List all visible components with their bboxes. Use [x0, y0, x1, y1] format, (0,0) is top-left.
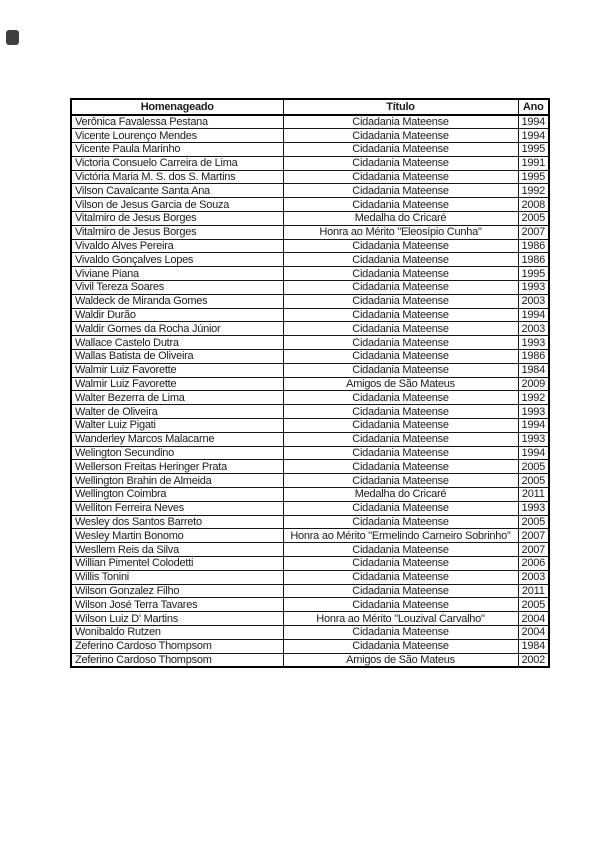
- table-row: [71, 625, 549, 639]
- table-row: [71, 515, 549, 529]
- honoree-name-cell: Waldeck de Miranda Gomes: [71, 294, 283, 308]
- table-row: [71, 253, 549, 267]
- honoree-name-cell: Wonibaldo Rutzen: [71, 625, 283, 639]
- title-cell: Cidadania Mateense: [283, 391, 518, 405]
- header-cell-ano: Ano: [518, 99, 549, 115]
- year-cell: 1986: [518, 239, 549, 253]
- year-cell: 1994: [518, 129, 549, 143]
- honoree-name-cell: Wesley Martin Bonomo: [71, 529, 283, 543]
- table-row: [71, 446, 549, 460]
- year-cell: 2004: [518, 625, 549, 639]
- year-cell: 1993: [518, 405, 549, 419]
- honoree-name-cell: Vilson de Jesus Garcia de Souza: [71, 198, 283, 212]
- title-cell: Medalha do Cricaré: [283, 212, 518, 226]
- table-row: [71, 405, 549, 419]
- year-cell: 1993: [518, 336, 549, 350]
- honoree-name-cell: Zeferino Cardoso Thompsom: [71, 639, 283, 653]
- title-cell: Cidadania Mateense: [283, 253, 518, 267]
- table-row: [71, 281, 549, 295]
- honoree-name-cell: Viviane Piana: [71, 267, 283, 281]
- table-row: [71, 419, 549, 433]
- table-row: [71, 198, 549, 212]
- year-cell: 2011: [518, 584, 549, 598]
- table-row: [71, 170, 549, 184]
- table-row: [71, 143, 549, 157]
- honoree-name-cell: Wilson Luiz D' Martins: [71, 612, 283, 626]
- title-cell: Cidadania Mateense: [283, 308, 518, 322]
- table-row: [71, 584, 549, 598]
- year-cell: 2009: [518, 377, 549, 391]
- title-cell: Cidadania Mateense: [283, 156, 518, 170]
- title-cell: Cidadania Mateense: [283, 267, 518, 281]
- table-row: [71, 184, 549, 198]
- title-cell: Cidadania Mateense: [283, 474, 518, 488]
- table-row: [71, 322, 549, 336]
- year-cell: 1995: [518, 170, 549, 184]
- table-row: [71, 350, 549, 364]
- honoree-name-cell: Vivil Tereza Soares: [71, 281, 283, 295]
- year-cell: 1994: [518, 419, 549, 433]
- table-row: [71, 156, 549, 170]
- table-row: [71, 653, 549, 667]
- title-cell: Cidadania Mateense: [283, 281, 518, 295]
- honoree-name-cell: Vivaldo Alves Pereira: [71, 239, 283, 253]
- table-row: [71, 308, 549, 322]
- year-cell: 2004: [518, 612, 549, 626]
- year-cell: 1984: [518, 639, 549, 653]
- year-cell: 1993: [518, 432, 549, 446]
- table-row: [71, 129, 549, 143]
- header-cell-homenageado: Homenageado: [71, 99, 283, 115]
- honoree-name-cell: Walmir Luiz Favorette: [71, 377, 283, 391]
- honoree-name-cell: Wallace Castelo Dutra: [71, 336, 283, 350]
- title-cell: Cidadania Mateense: [283, 432, 518, 446]
- title-cell: Cidadania Mateense: [283, 184, 518, 198]
- table-row: [71, 336, 549, 350]
- title-cell: Cidadania Mateense: [283, 322, 518, 336]
- scan-artifact-mark: [6, 30, 19, 45]
- honoree-name-cell: Victória Maria M. S. dos S. Martins: [71, 170, 283, 184]
- table-row: [71, 598, 549, 612]
- honoree-name-cell: Wesllem Reis da Silva: [71, 543, 283, 557]
- honoree-name-cell: Walter Bezerra de Lima: [71, 391, 283, 405]
- title-cell: Cidadania Mateense: [283, 515, 518, 529]
- title-cell: Cidadania Mateense: [283, 405, 518, 419]
- year-cell: 2005: [518, 460, 549, 474]
- title-cell: Cidadania Mateense: [283, 446, 518, 460]
- honoree-name-cell: Vitalmiro de Jesus Borges: [71, 225, 283, 239]
- table-row: [71, 501, 549, 515]
- title-cell: Cidadania Mateense: [283, 639, 518, 653]
- year-cell: 2007: [518, 529, 549, 543]
- table-row: [71, 267, 549, 281]
- honoree-name-cell: Verônica Favalessa Pestana: [71, 115, 283, 129]
- title-cell: Amigos de São Mateus: [283, 653, 518, 667]
- year-cell: 1994: [518, 446, 549, 460]
- title-cell: Cidadania Mateense: [283, 336, 518, 350]
- honoree-name-cell: Walter Luiz Pigati: [71, 419, 283, 433]
- year-cell: 1994: [518, 308, 549, 322]
- title-cell: Cidadania Mateense: [283, 143, 518, 157]
- honoree-name-cell: Walmir Luiz Favorette: [71, 363, 283, 377]
- year-cell: 2002: [518, 653, 549, 667]
- year-cell: 1992: [518, 184, 549, 198]
- honoree-name-cell: Welliton Ferreira Neves: [71, 501, 283, 515]
- year-cell: 1994: [518, 115, 549, 129]
- year-cell: 1984: [518, 363, 549, 377]
- year-cell: 1993: [518, 501, 549, 515]
- title-cell: Cidadania Mateense: [283, 419, 518, 433]
- title-cell: Medalha do Cricaré: [283, 488, 518, 502]
- year-cell: 1986: [518, 253, 549, 267]
- table-row: [71, 377, 549, 391]
- table-row: [71, 557, 549, 571]
- table-row: [71, 543, 549, 557]
- honoree-name-cell: Vicente Paula Marinho: [71, 143, 283, 157]
- honoree-name-cell: Vivaldo Gonçalves Lopes: [71, 253, 283, 267]
- title-cell: Cidadania Mateense: [283, 584, 518, 598]
- header-cell-titulo: Título: [283, 99, 518, 115]
- year-cell: 1993: [518, 281, 549, 295]
- table-row: [71, 432, 549, 446]
- table-row: [71, 612, 549, 626]
- honorees-table: [70, 98, 550, 668]
- honoree-name-cell: Wanderley Marcos Malacarne: [71, 432, 283, 446]
- title-cell: Cidadania Mateense: [283, 129, 518, 143]
- honoree-name-cell: Wesley dos Santos Barreto: [71, 515, 283, 529]
- year-cell: 2003: [518, 570, 549, 584]
- honoree-name-cell: Wellerson Freitas Heringer Prata: [71, 460, 283, 474]
- table-row: [71, 363, 549, 377]
- table-row: [71, 529, 549, 543]
- honoree-name-cell: Wellington Coimbra: [71, 488, 283, 502]
- honoree-name-cell: Vicente Lourenço Mendes: [71, 129, 283, 143]
- table-row: [71, 225, 549, 239]
- table-row: [71, 639, 549, 653]
- table-row: [71, 391, 549, 405]
- honoree-name-cell: Wallas Batista de Oliveira: [71, 350, 283, 364]
- year-cell: 2007: [518, 225, 549, 239]
- table-row: [71, 212, 549, 226]
- year-cell: 2005: [518, 515, 549, 529]
- honoree-name-cell: Wilson Gonzalez Filho: [71, 584, 283, 598]
- year-cell: 2007: [518, 543, 549, 557]
- year-cell: 2003: [518, 294, 549, 308]
- title-cell: Cidadania Mateense: [283, 557, 518, 571]
- year-cell: 2011: [518, 488, 549, 502]
- title-cell: Cidadania Mateense: [283, 598, 518, 612]
- title-cell: Cidadania Mateense: [283, 350, 518, 364]
- title-cell: Amigos de São Mateus: [283, 377, 518, 391]
- table-row: [71, 460, 549, 474]
- honoree-name-cell: Welington Secundino: [71, 446, 283, 460]
- title-cell: Cidadania Mateense: [283, 198, 518, 212]
- honoree-name-cell: Zeferino Cardoso Thompsom: [71, 653, 283, 667]
- title-cell: Cidadania Mateense: [283, 115, 518, 129]
- title-cell: Cidadania Mateense: [283, 363, 518, 377]
- table-row: [71, 239, 549, 253]
- honoree-name-cell: Walter de Oliveira: [71, 405, 283, 419]
- honoree-name-cell: Wellington Brahin de Almeida: [71, 474, 283, 488]
- honoree-name-cell: Waldir Gomes da Rocha Júnior: [71, 322, 283, 336]
- table-row: [71, 570, 549, 584]
- table-row: [71, 488, 549, 502]
- honoree-name-cell: Vilson Cavalcante Santa Ana: [71, 184, 283, 198]
- title-cell: Cidadania Mateense: [283, 170, 518, 184]
- year-cell: 2005: [518, 598, 549, 612]
- year-cell: 2005: [518, 212, 549, 226]
- title-cell: Honra ao Mérito "Ermelindo Carneiro Sobrinho": [283, 529, 518, 543]
- title-cell: Cidadania Mateense: [283, 239, 518, 253]
- table-row: [71, 115, 549, 129]
- title-cell: Honra ao Mérito "Louzival Carvalho": [283, 612, 518, 626]
- year-cell: 2008: [518, 198, 549, 212]
- year-cell: 1991: [518, 156, 549, 170]
- year-cell: 1992: [518, 391, 549, 405]
- title-cell: Cidadania Mateense: [283, 543, 518, 557]
- table-row: [71, 474, 549, 488]
- year-cell: 2003: [518, 322, 549, 336]
- table-header-row: [71, 99, 549, 115]
- honoree-name-cell: Willian Pimentel Colodetti: [71, 557, 283, 571]
- title-cell: Honra ao Mérito "Eleosípio Cunha": [283, 225, 518, 239]
- year-cell: 2006: [518, 557, 549, 571]
- table-row: [71, 294, 549, 308]
- year-cell: 1995: [518, 143, 549, 157]
- table-body: [71, 115, 549, 667]
- honoree-name-cell: Waldir Durão: [71, 308, 283, 322]
- title-cell: Cidadania Mateense: [283, 570, 518, 584]
- year-cell: 1986: [518, 350, 549, 364]
- title-cell: Cidadania Mateense: [283, 625, 518, 639]
- title-cell: Cidadania Mateense: [283, 501, 518, 515]
- honoree-name-cell: Willis Tonini: [71, 570, 283, 584]
- year-cell: 2005: [518, 474, 549, 488]
- year-cell: 1995: [518, 267, 549, 281]
- title-cell: Cidadania Mateense: [283, 294, 518, 308]
- honoree-name-cell: Wilson José Terra Tavares: [71, 598, 283, 612]
- honoree-name-cell: Victoria Consuelo Carreira de Lima: [71, 156, 283, 170]
- honoree-name-cell: Vitalmiro de Jesus Borges: [71, 212, 283, 226]
- title-cell: Cidadania Mateense: [283, 460, 518, 474]
